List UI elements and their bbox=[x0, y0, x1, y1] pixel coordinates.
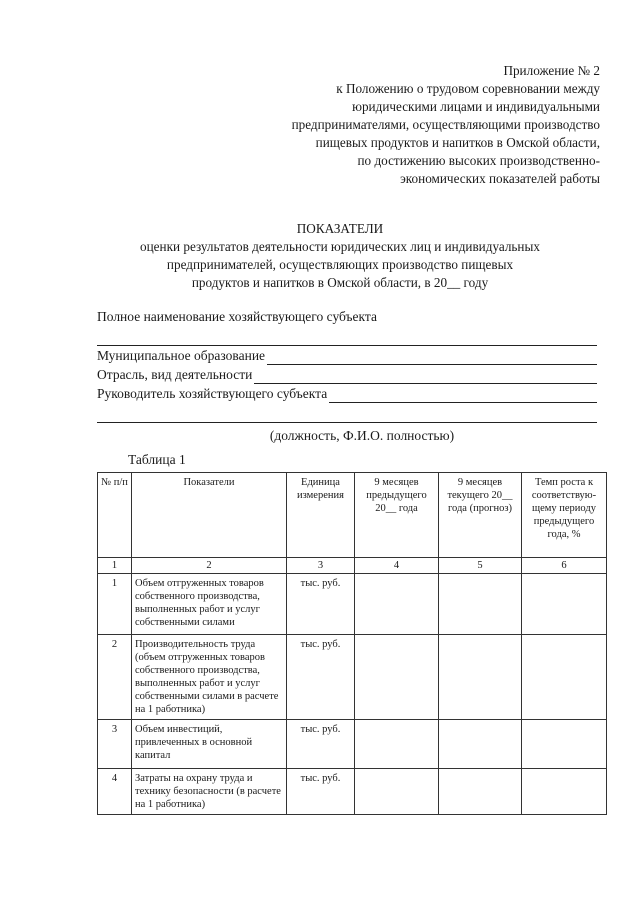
appendix-line: к Положению о трудовом соревновании между bbox=[336, 81, 600, 96]
full-name-label: Полное наименование хозяйствующего субъекта bbox=[97, 309, 377, 324]
municipality-row bbox=[97, 346, 597, 365]
column-number: 2 bbox=[132, 558, 287, 574]
row-number: 3 bbox=[98, 720, 132, 769]
header-cell: 9 месяцев текущего 20__ года (прогноз) bbox=[439, 473, 522, 558]
full-name-field[interactable] bbox=[97, 326, 597, 346]
head-row bbox=[97, 384, 597, 403]
industry-field[interactable] bbox=[254, 369, 597, 384]
row-number: 4 bbox=[98, 769, 132, 815]
municipality-field[interactable] bbox=[267, 350, 597, 365]
municipality-label: Муниципальное образование bbox=[97, 348, 266, 363]
appendix-line: экономических показателей работы bbox=[400, 171, 600, 186]
head-label: Руководитель хозяйствующего субъекта bbox=[97, 386, 328, 401]
header-cell: Единица измерения bbox=[287, 473, 355, 558]
indicator-name: Объем отгруженных товаров собственного производства, выполненных работ и услуг собственными силами bbox=[132, 574, 287, 635]
unit-cell: тыс. руб. bbox=[287, 635, 355, 720]
indicator-name: Объем инвестиций, привлеченных в основной капитал bbox=[132, 720, 287, 769]
industry-label: Отрасль, вид деятельности bbox=[97, 367, 253, 382]
indicator-name: Производительность труда (объем отгруженных товаров собственного производства, выполненных работ и услуг собственными силами в расчете на 1 работника) bbox=[132, 635, 287, 720]
row-number: 2 bbox=[98, 635, 132, 720]
row-number: 1 bbox=[98, 574, 132, 635]
title-line: предпринимателей, осуществляющих производство пищевых bbox=[166, 257, 514, 272]
prev-period-cell[interactable] bbox=[355, 574, 439, 635]
growth-rate-cell[interactable] bbox=[522, 720, 607, 769]
column-number-row bbox=[98, 558, 607, 574]
appendix-line: Приложение № 2 bbox=[503, 63, 600, 78]
current-period-cell[interactable] bbox=[439, 769, 522, 815]
indicator-name: Затраты на охрану труда и технику безопасности (в расчете на 1 работника) bbox=[132, 769, 287, 815]
column-number: 6 bbox=[522, 558, 607, 574]
industry-row bbox=[97, 365, 597, 384]
head-field[interactable] bbox=[329, 388, 597, 403]
prev-period-cell[interactable] bbox=[355, 720, 439, 769]
prev-period-cell[interactable] bbox=[355, 635, 439, 720]
table-caption: Таблица 1 bbox=[128, 452, 186, 467]
table-row bbox=[98, 720, 607, 769]
growth-rate-cell[interactable] bbox=[522, 635, 607, 720]
current-period-cell[interactable] bbox=[439, 574, 522, 635]
header-cell: Темп роста к соответствую-щему периоду предыдущего года, % bbox=[522, 473, 607, 558]
header-cell: № п/п bbox=[98, 473, 132, 558]
document-title bbox=[90, 220, 590, 292]
column-number: 1 bbox=[98, 558, 132, 574]
table-row bbox=[98, 635, 607, 720]
growth-rate-cell[interactable] bbox=[522, 769, 607, 815]
current-period-cell[interactable] bbox=[439, 635, 522, 720]
appendix-header bbox=[220, 62, 600, 188]
header-cell: Показатели bbox=[132, 473, 287, 558]
title-heading: ПОКАЗАТЕЛИ bbox=[296, 221, 384, 236]
head-extra-field[interactable] bbox=[97, 403, 597, 423]
head-field-hint: (должность, Ф.И.О. полностью) bbox=[269, 428, 455, 443]
appendix-line: юридическими лицами и индивидуальными bbox=[352, 99, 600, 114]
table-row bbox=[98, 769, 607, 815]
unit-cell: тыс. руб. bbox=[287, 769, 355, 815]
appendix-line: пищевых продуктов и напитков в Омской области, bbox=[315, 135, 600, 150]
title-line: продуктов и напитков в Омской области, в 20__ году bbox=[191, 275, 489, 290]
indicators-table bbox=[97, 472, 607, 815]
table-row bbox=[98, 574, 607, 635]
unit-cell: тыс. руб. bbox=[287, 720, 355, 769]
appendix-line: по достижению высоких производственно- bbox=[357, 153, 600, 168]
growth-rate-cell[interactable] bbox=[522, 574, 607, 635]
unit-cell: тыс. руб. bbox=[287, 574, 355, 635]
column-number: 4 bbox=[355, 558, 439, 574]
title-line: оценки результатов деятельности юридических лиц и индивидуальных bbox=[140, 239, 540, 254]
current-period-cell[interactable] bbox=[439, 720, 522, 769]
table-header-row bbox=[98, 473, 607, 558]
column-number: 5 bbox=[439, 558, 522, 574]
header-cell: 9 месяцев предыдущего 20__ года bbox=[355, 473, 439, 558]
appendix-line: предпринимателями, осуществляющими производство bbox=[291, 117, 600, 132]
prev-period-cell[interactable] bbox=[355, 769, 439, 815]
column-number: 3 bbox=[287, 558, 355, 574]
entity-fields bbox=[97, 308, 597, 445]
